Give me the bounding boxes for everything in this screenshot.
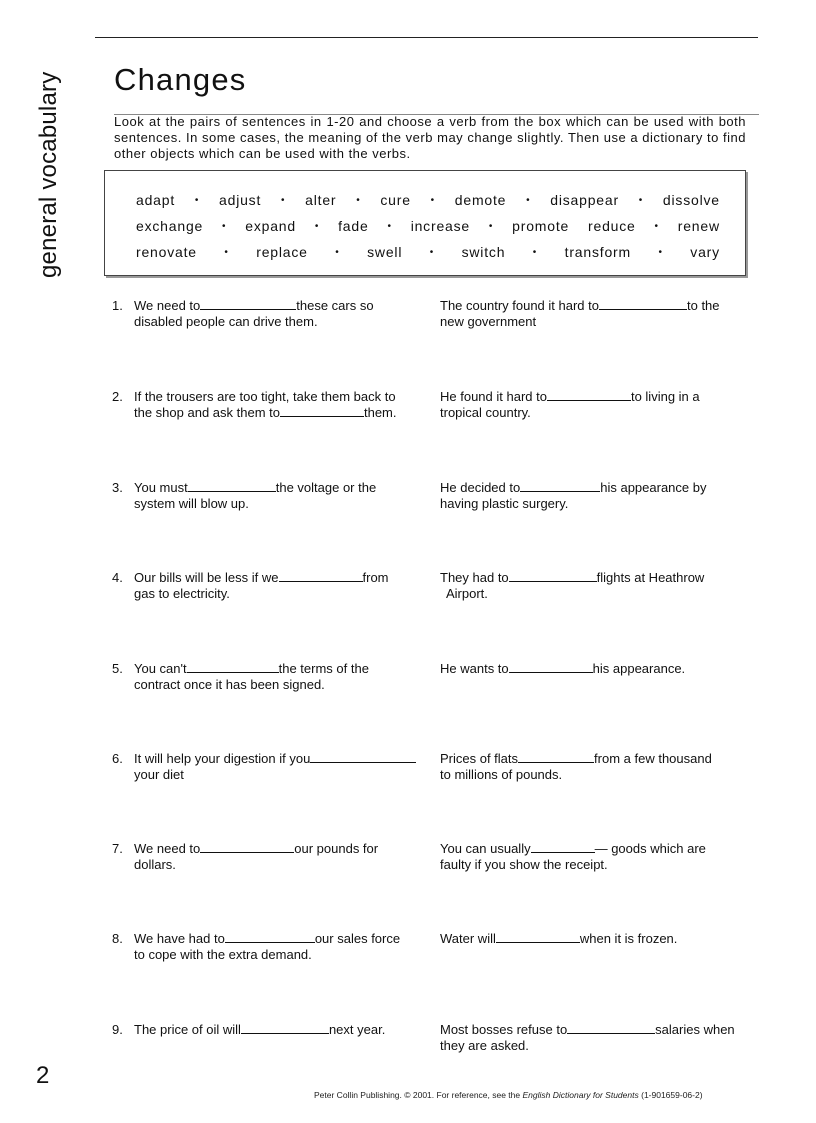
word: adapt — [136, 192, 176, 208]
answer-blank[interactable] — [599, 298, 687, 310]
sentence-text: when it is frozen. — [579, 931, 678, 946]
section-label: general vocabulary — [35, 71, 62, 278]
sentence-text: from a few thousand — [594, 751, 712, 766]
exercise-4-left — [112, 570, 418, 602]
exercise-6-right — [440, 751, 742, 783]
sentence-text: Most bosses refuse to — [440, 1022, 568, 1037]
footer-book-title: English Dictionary for Students — [522, 1090, 639, 1100]
answer-blank[interactable] — [200, 298, 296, 310]
word: expand — [245, 218, 296, 234]
word: transform — [564, 244, 631, 260]
sentence-line — [112, 405, 418, 421]
sentence-text: We need to — [134, 841, 201, 856]
sentence-text: Our bills will be less if we — [134, 570, 279, 585]
exercise-number: 9. — [112, 1022, 123, 1037]
sentence-text: faulty if you show the receipt. — [440, 857, 608, 872]
sentence-text: to the — [686, 298, 720, 313]
sentence-text: He decided to — [440, 480, 521, 495]
bullet: • — [194, 195, 200, 206]
answer-blank[interactable] — [188, 480, 276, 492]
page-title: Changes — [114, 62, 247, 97]
sentence-text: the terms of the — [278, 661, 369, 676]
sentence-text: gas to electricity. — [134, 586, 230, 601]
word-box — [104, 170, 746, 276]
sentence-text: having plastic surgery. — [440, 496, 569, 511]
bullet: • — [430, 195, 435, 206]
word-box-row — [136, 192, 720, 210]
sentence-text: next year. — [328, 1022, 386, 1037]
word-box-row — [136, 244, 720, 262]
sentence-text: disabled people can drive them. — [134, 314, 318, 329]
sentence-text: our sales force — [314, 931, 401, 946]
word: vary — [690, 244, 720, 260]
sentence-text: We need to — [134, 298, 201, 313]
bullet: • — [224, 247, 229, 258]
exercise-number: 5. — [112, 661, 123, 676]
exercise-number: 2. — [112, 389, 123, 404]
sentence-text: them. — [363, 405, 397, 420]
sentence-text: our pounds for — [294, 841, 379, 856]
answer-blank[interactable] — [310, 751, 416, 763]
exercise-9-left — [112, 1022, 418, 1038]
sentence-text: contract once it has been signed. — [134, 677, 325, 692]
sentence-text: We have had to — [134, 931, 225, 946]
exercise-4-right — [440, 570, 742, 602]
sentence-text: — goods which are — [594, 841, 706, 856]
word: exchange — [136, 218, 204, 234]
answer-blank[interactable] — [280, 405, 364, 417]
exercise-7-left — [112, 841, 418, 873]
word: disappear — [550, 192, 619, 208]
word: replace — [256, 244, 308, 260]
bullet: • — [335, 247, 340, 258]
instructions: Look at the pairs of sentences in 1-20 and choose a verb from the box which can be used with both sentences. In some cases, the meaning of the verb may change slightly. Then use a dictionary to find other objects which can be used with the verbs. — [114, 114, 746, 161]
sentence-text: system will blow up. — [134, 496, 249, 511]
sentence-text: dollars. — [134, 857, 176, 872]
word: dissolve — [662, 192, 720, 208]
bullet: • — [638, 195, 644, 206]
footer-isbn: (1-901659-06-2) — [641, 1090, 703, 1100]
exercise-2-left — [112, 389, 418, 421]
bullet: • — [488, 221, 494, 232]
sentence-text: from — [362, 570, 389, 585]
word: fade — [338, 218, 369, 234]
word: promote — [512, 218, 570, 234]
answer-blank[interactable] — [509, 661, 593, 673]
sentence-text: Airport. — [446, 586, 488, 601]
exercise-8-left — [112, 931, 418, 963]
sentence-text: Water will — [440, 931, 496, 946]
top-rule — [95, 37, 758, 38]
exercise-number: 7. — [112, 841, 123, 856]
word: reduce — [588, 218, 636, 234]
answer-blank[interactable] — [520, 480, 600, 492]
sentence-text: Prices of flats — [440, 751, 519, 766]
bullet: • — [387, 221, 392, 232]
exercise-1-right — [440, 298, 742, 330]
exercise-5-right — [440, 661, 742, 677]
exercise-7-right — [440, 841, 742, 873]
sentence-text: It will help your digestion if you — [134, 751, 311, 766]
sentence-text: The price of oil will — [134, 1022, 241, 1037]
sentence-text: They had to — [440, 570, 509, 585]
answer-blank[interactable] — [531, 841, 595, 853]
sentence-text: your diet — [134, 767, 184, 782]
exercise-number: 1. — [112, 298, 123, 313]
answer-blank[interactable] — [547, 389, 631, 401]
sentence-text: The country found it hard to — [440, 298, 599, 313]
bullet: • — [222, 221, 227, 232]
word: cure — [380, 192, 411, 208]
exercise-6-left — [112, 751, 418, 783]
sentence-text: his appearance. — [592, 661, 686, 676]
answer-blank[interactable] — [279, 570, 363, 582]
exercise-5-left — [112, 661, 418, 693]
exercise-3-right — [440, 480, 742, 512]
sentence-text: You can usually — [440, 841, 531, 856]
bullet: • — [654, 221, 659, 232]
bullet: • — [429, 247, 435, 258]
sentence-text: they are asked. — [440, 1038, 529, 1053]
answer-blank[interactable] — [496, 931, 580, 943]
sentence-text: flights at Heathrow — [596, 570, 705, 585]
sentence-text: to living in a — [630, 389, 700, 404]
answer-blank[interactable] — [200, 841, 294, 853]
sentence-text: You must — [134, 480, 188, 495]
bullet: • — [281, 195, 286, 206]
word: increase — [410, 218, 471, 234]
sentence-text: his appearance by — [600, 480, 707, 495]
exercise-1-left — [112, 298, 418, 330]
exercise-number: 8. — [112, 931, 123, 946]
word: swell — [367, 244, 403, 260]
word: renew — [677, 218, 720, 234]
sentence-text: the shop and ask them to — [134, 405, 280, 420]
sentence-text: to millions of pounds. — [440, 767, 563, 782]
sentence-text: He wants to — [440, 661, 509, 676]
bullet: • — [526, 195, 531, 206]
exercise-3-left — [112, 480, 418, 512]
answer-blank[interactable] — [567, 1022, 655, 1034]
answer-blank[interactable] — [225, 931, 315, 943]
bullet: • — [356, 195, 361, 206]
sentence-text: new government — [440, 314, 537, 329]
word: switch — [461, 244, 506, 260]
exercise-number: 6. — [112, 751, 123, 766]
exercise-9-right — [440, 1022, 742, 1054]
word: demote — [454, 192, 507, 208]
sentence-text: salaries when — [655, 1022, 735, 1037]
sentence-text: these cars so — [296, 298, 374, 313]
answer-blank[interactable] — [518, 751, 594, 763]
sentence-text: If the trousers are too tight, take them back to — [134, 389, 396, 404]
exercise-8-right — [440, 931, 742, 947]
sentence-text: tropical country. — [440, 405, 531, 420]
page-number: 2 — [36, 1062, 50, 1089]
bullet: • — [314, 221, 320, 232]
footer-prefix: Peter Collin Publishing. © 2001. For reference, see the — [314, 1090, 521, 1100]
sentence-text: You can't — [134, 661, 187, 676]
bullet: • — [658, 247, 663, 258]
sentence-text: He found it hard to — [440, 389, 547, 404]
answer-blank[interactable] — [241, 1022, 329, 1034]
answer-blank[interactable] — [509, 570, 597, 582]
word-box-row — [136, 218, 720, 236]
exercise-2-right — [440, 389, 742, 421]
sentence-text: the voltage or the — [275, 480, 377, 495]
sentence-text: to cope with the extra demand. — [134, 947, 312, 962]
exercise-number: 4. — [112, 570, 123, 585]
word: alter — [305, 192, 337, 208]
answer-blank[interactable] — [187, 661, 279, 673]
footer-credit — [314, 1090, 703, 1100]
exercise-number: 3. — [112, 480, 123, 495]
bullet: • — [532, 247, 538, 258]
word: renovate — [136, 244, 197, 260]
word: adjust — [219, 192, 262, 208]
